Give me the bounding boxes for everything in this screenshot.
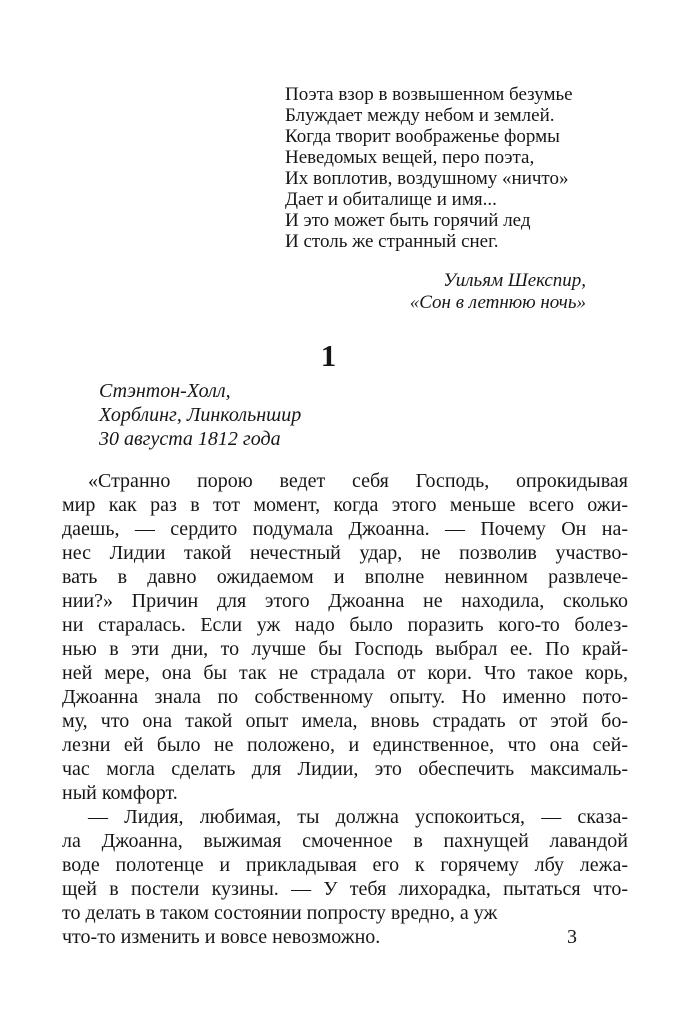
body-line: ней мере, она бы так не страдала от кори. Что такое корь, — [62, 662, 628, 684]
poem-line: Блуждает между небом и землей. — [285, 105, 555, 126]
body-line: вать в давно ожидаемом и вполне невинном развлече- — [62, 566, 628, 588]
body-line: щей в постели кузины. — У тебя лихорадка, пытаться что- — [62, 878, 628, 900]
body-line: нью в эти дни, то лучше бы Господь выбрал ее. По край- — [62, 638, 628, 660]
attribution-author: Уильям Шекспир, — [443, 270, 586, 291]
poem-line: И столь же странный снег. — [285, 231, 499, 252]
poem-line: Их воплотив, воздушному «ничто» — [285, 168, 569, 189]
body-line: — Лидия, любимая, ты должна успокоиться, — сказа- — [88, 806, 628, 828]
body-text — [62, 469, 628, 949]
body-line: ный комфорт. — [62, 782, 178, 804]
chapter-number: 1 — [320, 338, 337, 373]
body-line: что-то изменить и вовсе невозможно. — [62, 926, 381, 948]
body-line: му, что она такой опыт имела, вновь страдать от этой бо- — [62, 710, 628, 732]
poem-line: Неведомых вещей, перо поэта, — [285, 147, 535, 168]
body-line: мир как раз в тот момент, когда этого меньше всего ожи- — [62, 494, 628, 516]
body-line: нес Лидии такой нечестный удар, не позволив участво- — [62, 542, 628, 564]
page-number: 3 — [567, 926, 577, 948]
body-line: то делать в таком состоянии попросту вредно, а уж — [62, 902, 498, 924]
dateline-region: Хорблинг, Линкольншир — [99, 404, 302, 426]
dateline-place: Стэнтон-Холл, — [99, 380, 231, 402]
poem-line: Поэта взор в возвышенном безумье — [285, 84, 573, 105]
body-line: даешь, — сердито подумала Джоанна. — Почему Он на- — [62, 518, 628, 540]
body-line: воде полотенце и прикладывая его к горячему лбу лежа- — [62, 854, 628, 876]
poem-line: И это может быть горячий лед — [285, 210, 531, 231]
body-line: нии?» Причин для этого Джоанна не находила, сколько — [62, 590, 628, 612]
dateline-date: 30 августа 1812 года — [99, 428, 281, 450]
epigraph-poem — [285, 84, 573, 252]
body-line: «Странно порою ведет себя Господь, опрокидывая — [88, 470, 628, 492]
epigraph-attribution — [336, 270, 586, 314]
poem-line: Когда творит воображенье формы — [285, 126, 560, 147]
attribution-work-title: «Сон в летнюю ночь» — [409, 292, 586, 313]
dateline — [99, 379, 301, 451]
body-line: час могла сделать для Лидии, это обеспечить максималь- — [62, 758, 628, 780]
body-line: ла Джоанна, выжимая смоченное в пахнущей лавандой — [62, 830, 628, 852]
poem-line: Дает и обиталище и имя... — [285, 189, 497, 210]
body-line: ни старалась. Если уж надо было поразить кого-то болез- — [62, 614, 628, 636]
body-line: Джоанна знала по собственному опыту. Но именно пото- — [62, 686, 628, 708]
body-line: лезни ей было не положено, и единственное, что она сей- — [62, 734, 628, 756]
